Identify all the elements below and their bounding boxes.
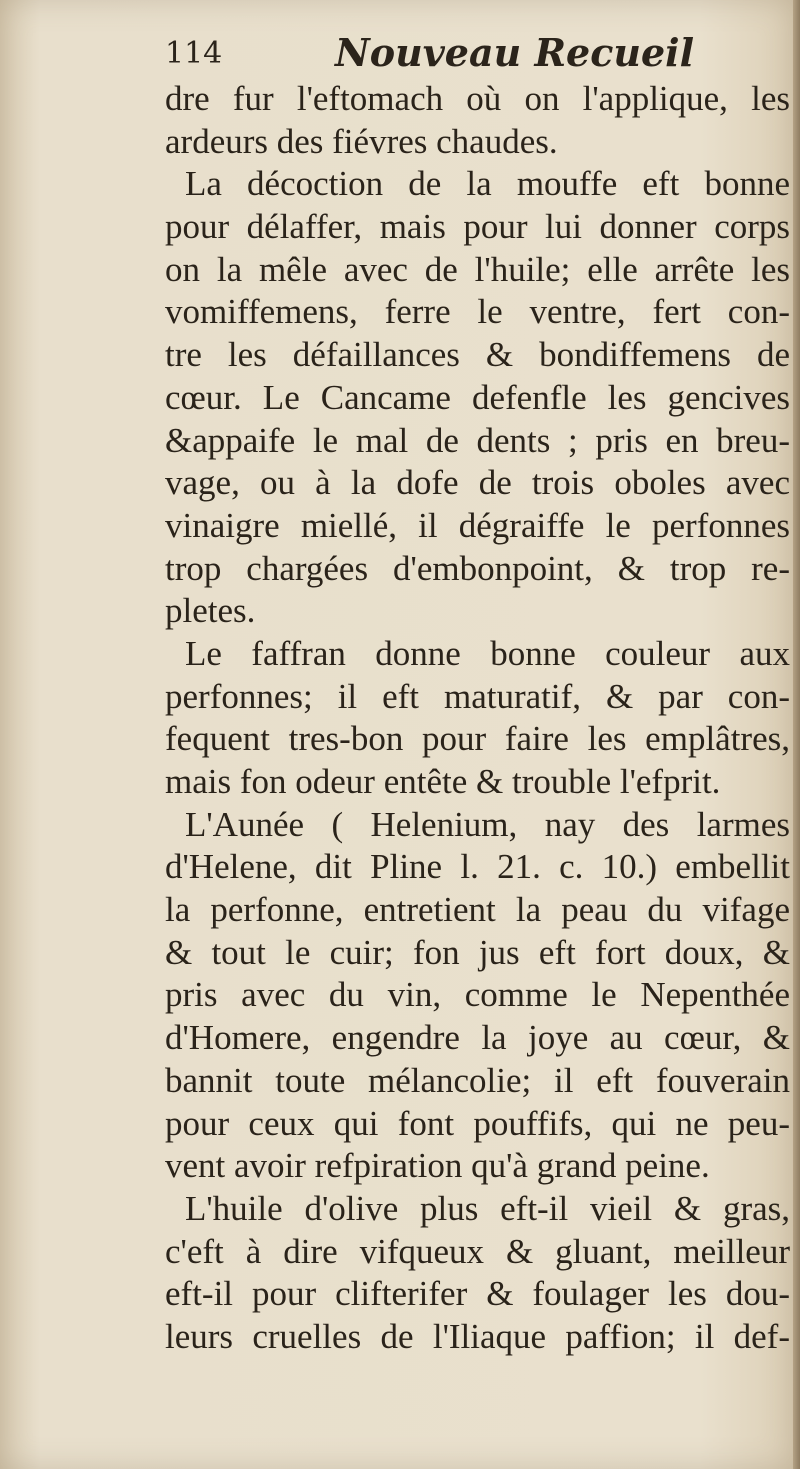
text-line: Le faffran donne bonne couleur aux bbox=[185, 633, 790, 673]
text-line: la perfonne, entretient la peau du vifage bbox=[165, 890, 790, 930]
text-line: &appaife le mal de dents ; pris en breu- bbox=[165, 420, 790, 460]
text-line: tre les défaillances & bondiffemens de bbox=[165, 335, 790, 375]
text-line: pletes. bbox=[165, 591, 256, 631]
text-line: vomiffemens, ferre le ventre, fert con- bbox=[165, 292, 790, 332]
text-line: eft-il pour clifterifer & foulager les dou- bbox=[165, 1274, 790, 1314]
page-number: 114 bbox=[165, 36, 223, 71]
text-line: vent avoir refpiration qu'à grand peine. bbox=[165, 1146, 710, 1186]
text-line: & tout le cuir; fon jus eft fort doux, & bbox=[165, 932, 790, 972]
running-title: Nouveau Recueil bbox=[335, 30, 695, 75]
paragraph bbox=[165, 633, 790, 804]
text-line: ardeurs des fiévres chaudes. bbox=[165, 121, 558, 161]
text-line: leurs cruelles de l'Iliaque paffion; il def- bbox=[165, 1316, 790, 1356]
text-line: dre fur l'eftomach où on l'applique, les bbox=[165, 79, 790, 118]
body-text bbox=[165, 78, 790, 1359]
text-line: L'huile d'olive plus eft-il vieil & gras, bbox=[185, 1188, 790, 1228]
text-line: c'eft à dire vifqueux & gluant, meilleur bbox=[165, 1231, 790, 1271]
text-line: cœur. Le Cancame defenfle les gencives bbox=[165, 377, 790, 417]
text-line: perfonnes; il eft maturatif, & par con- bbox=[165, 676, 790, 716]
text-line: d'Helene, dit Pline l. 21. c. 10.) embellit bbox=[165, 847, 790, 887]
text-line: pour ceux qui font pouffifs, qui ne peu- bbox=[165, 1103, 790, 1143]
text-line: vage, ou à la dofe de trois oboles avec bbox=[165, 463, 790, 503]
page-edge bbox=[793, 0, 800, 1469]
text-line: fequent tres-bon pour faire les emplâtres, bbox=[165, 719, 790, 759]
text-line: trop chargées d'embonpoint, & trop re- bbox=[165, 548, 790, 588]
paragraph bbox=[165, 78, 790, 163]
paragraph bbox=[165, 804, 790, 1188]
paragraph bbox=[165, 163, 790, 633]
paragraph bbox=[165, 1188, 790, 1359]
text-line: on la mêle avec de l'huile; elle arrête les bbox=[165, 249, 790, 289]
text-line: d'Homere, engendre la joye au cœur, & bbox=[165, 1018, 790, 1058]
text-line: vinaigre miellé, il dégraiffe le perfonnes bbox=[165, 505, 790, 545]
text-line: La décoction de la mouffe eft bonne bbox=[185, 164, 790, 204]
running-head bbox=[165, 30, 785, 80]
text-line: pour délaffer, mais pour lui donner corps bbox=[165, 207, 790, 247]
text-line: mais fon odeur entête & trouble l'efprit. bbox=[165, 762, 721, 801]
text-line: pris avec du vin, comme le Nepenthée bbox=[165, 975, 790, 1015]
text-line: L'Aunée ( Helenium, nay des larmes bbox=[185, 804, 790, 844]
text-line: bannit toute mélancolie; il eft fouverain bbox=[165, 1060, 790, 1100]
